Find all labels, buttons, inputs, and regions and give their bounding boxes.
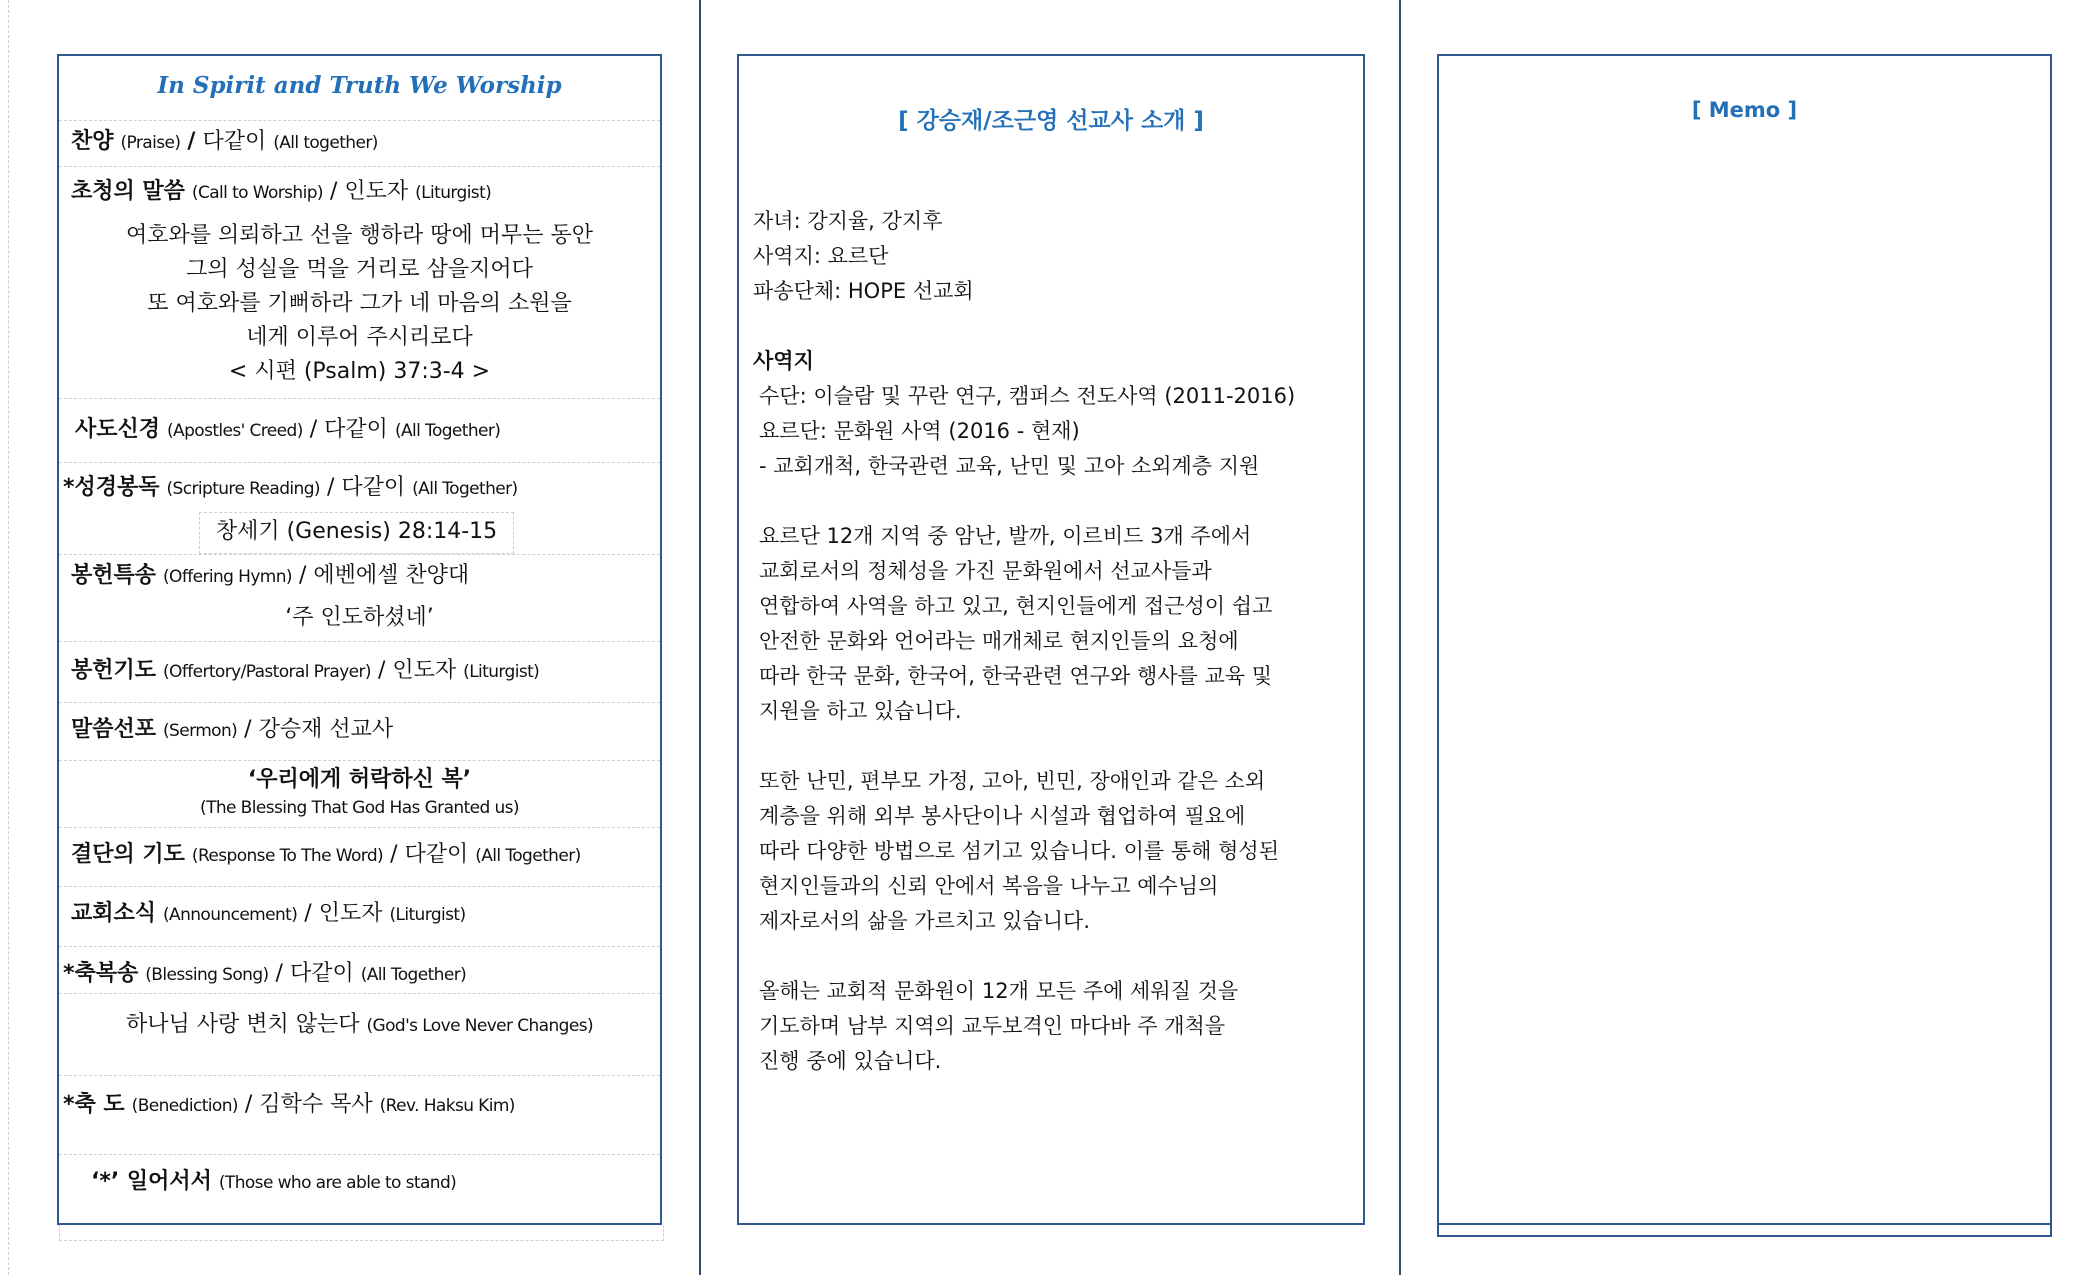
announcement-line: 교회소식 (Announcement) / 인도자 (Liturgist) <box>71 901 466 926</box>
paragraph-1-line: 요르단 12개 지역 중 암난, 발까, 이르비드 3개 주에서 <box>759 524 1252 548</box>
row-song-title <box>59 993 660 1037</box>
paragraph-1-line: 안전한 문화와 언어라는 매개체로 현지인들의 요청에 <box>759 629 1239 653</box>
paragraph-2-line: 따라 다양한 방법으로 섬기고 있습니다. 이를 통해 형성된 <box>759 839 1279 863</box>
fold-line-right <box>1399 0 1401 1275</box>
worship-title: In Spirit and Truth We Worship <box>157 72 562 99</box>
order-of-worship-panel <box>57 54 662 1225</box>
row-scripture-reading <box>59 462 660 500</box>
row-blessing-song <box>59 946 660 986</box>
ministry-heading: 사역지 <box>753 349 814 373</box>
stand-note: ‘*’ 일어서서 (Those who are able to stand) <box>91 1169 457 1194</box>
sermon-line: 말씀선포 (Sermon) / 강승재 선교사 <box>71 717 394 742</box>
left-panel-dashed-guide <box>59 1225 664 1241</box>
row-praise <box>59 120 660 154</box>
paragraph-2-line: 제자로서의 삶을 가르치고 있습니다. <box>759 909 1090 933</box>
paragraph-3-line: 올해는 교회적 문화원이 12개 모든 주에 세워질 것을 <box>759 979 1239 1003</box>
song-title: 하나님 사랑 변치 않는다 (God's Love Never Changes) <box>125 1012 593 1037</box>
paragraph-2-line: 현지인들과의 신뢰 안에서 복음을 나누고 예수님의 <box>759 874 1219 898</box>
agency-line: 파송단체: HOPE 선교회 <box>753 279 974 303</box>
scripture-reference: 창세기 (Genesis) 28:14-15 <box>215 519 498 544</box>
row-benediction <box>59 1075 660 1117</box>
paragraph-3-line: 진행 중에 있습니다. <box>759 1049 942 1073</box>
sermon-title-korean: ‘우리에게 허락하신 복’ <box>247 767 472 792</box>
row-offering-hymn <box>59 554 660 630</box>
benediction-line: *축 도 (Benediction) / 김학수 목사 (Rev. Haksu Kim) <box>63 1092 515 1117</box>
paragraph-1-line: 지원을 하고 있습니다. <box>759 699 962 723</box>
memo-bottom-strip <box>1437 1225 2052 1237</box>
call-verse-line-2: 그의 성실을 먹을 거리로 삼을지어다 <box>186 257 533 282</box>
ministry-item: 수단: 이슬람 및 꾸란 연구, 캠퍼스 전도사역 (2011-2016) <box>759 384 1296 408</box>
left-margin-guide <box>8 0 9 1275</box>
row-offertory-prayer <box>59 641 660 683</box>
call-verse-line-1: 여호와를 의뢰하고 선을 행하라 땅에 머무는 동안 <box>125 223 593 248</box>
call-line: 초청의 말씀 (Call to Worship) / 인도자 (Liturgist) <box>71 179 492 204</box>
paragraph-2-line: 또한 난민, 편부모 가정, 고아, 빈민, 장애인과 같은 소외 <box>759 769 1266 793</box>
row-apostles-creed <box>59 398 660 442</box>
paragraph-1-line: 따라 한국 문화, 한국어, 한국관련 연구와 행사를 교육 및 <box>759 664 1273 688</box>
call-verse-reference: < 시편 (Psalm) 37:3-4 > <box>228 359 491 384</box>
ministry-item: 요르단: 문화원 사역 (2016 - 현재) <box>759 419 1080 443</box>
row-stand-note <box>59 1154 660 1194</box>
blessing-song-line: *축복송 (Blessing Song) / 다같이 (All Together) <box>63 961 467 986</box>
row-announcement <box>59 886 660 926</box>
missionary-intro-title: [ 강승재/조근영 선교사 소개 ] <box>898 108 1204 134</box>
memo-title: [ Memo ] <box>1691 98 1798 122</box>
call-verse-line-3: 또 여호와를 기뻐하라 그가 네 마음의 소원을 <box>147 291 572 316</box>
scripture-line: *성경봉독 (Scripture Reading) / 다같이 (All Together) <box>63 475 518 500</box>
paragraph-2-line: 계층을 위해 외부 봉사단이나 시설과 협업하여 필요에 <box>759 804 1246 828</box>
memo-panel <box>1437 54 2052 1225</box>
paragraph-1-line: 연합하여 사역을 하고 있고, 현지인들에게 접근성이 쉽고 <box>759 594 1273 618</box>
row-call-to-worship <box>59 166 660 384</box>
missionary-intro-panel <box>737 54 1365 1225</box>
scripture-reference-box <box>199 512 514 554</box>
paragraph-1-line: 교회로서의 정체성을 가진 문화원에서 선교사들과 <box>759 559 1212 583</box>
response-line: 결단의 기도 (Response To The Word) / 다같이 (All Together) <box>71 842 581 867</box>
row-response-prayer <box>59 827 660 867</box>
fold-line-left <box>699 0 701 1275</box>
creed-line: 사도신경 (Apostles' Creed) / 다같이 (All Together) <box>75 417 501 442</box>
ministry-item: - 교회개척, 한국관련 교육, 난민 및 고아 소외계층 지원 <box>759 454 1260 478</box>
hymn-title: ‘주 인도하셨네’ <box>285 605 434 630</box>
field-line: 사역지: 요르단 <box>753 244 889 268</box>
hymn-line: 봉헌특송 (Offering Hymn) / 에벤에셀 찬양대 <box>71 563 470 588</box>
sermon-title-english: (The Blessing That God Has Granted us) <box>200 798 519 818</box>
children-line: 자녀: 강지율, 강지후 <box>753 209 943 233</box>
row-sermon <box>59 702 660 742</box>
row-sermon-title <box>59 760 660 818</box>
praise-line: 찬양 (Praise) / 다같이 (All together) <box>71 129 378 154</box>
call-verse-line-4: 네게 이루어 주시리로다 <box>246 325 473 350</box>
prayer-line: 봉헌기도 (Offertory/Pastoral Prayer) / 인도자 (Liturgist) <box>71 658 540 683</box>
paragraph-3-line: 기도하며 남부 지역의 교두보격인 마다바 주 개척을 <box>759 1014 1226 1038</box>
